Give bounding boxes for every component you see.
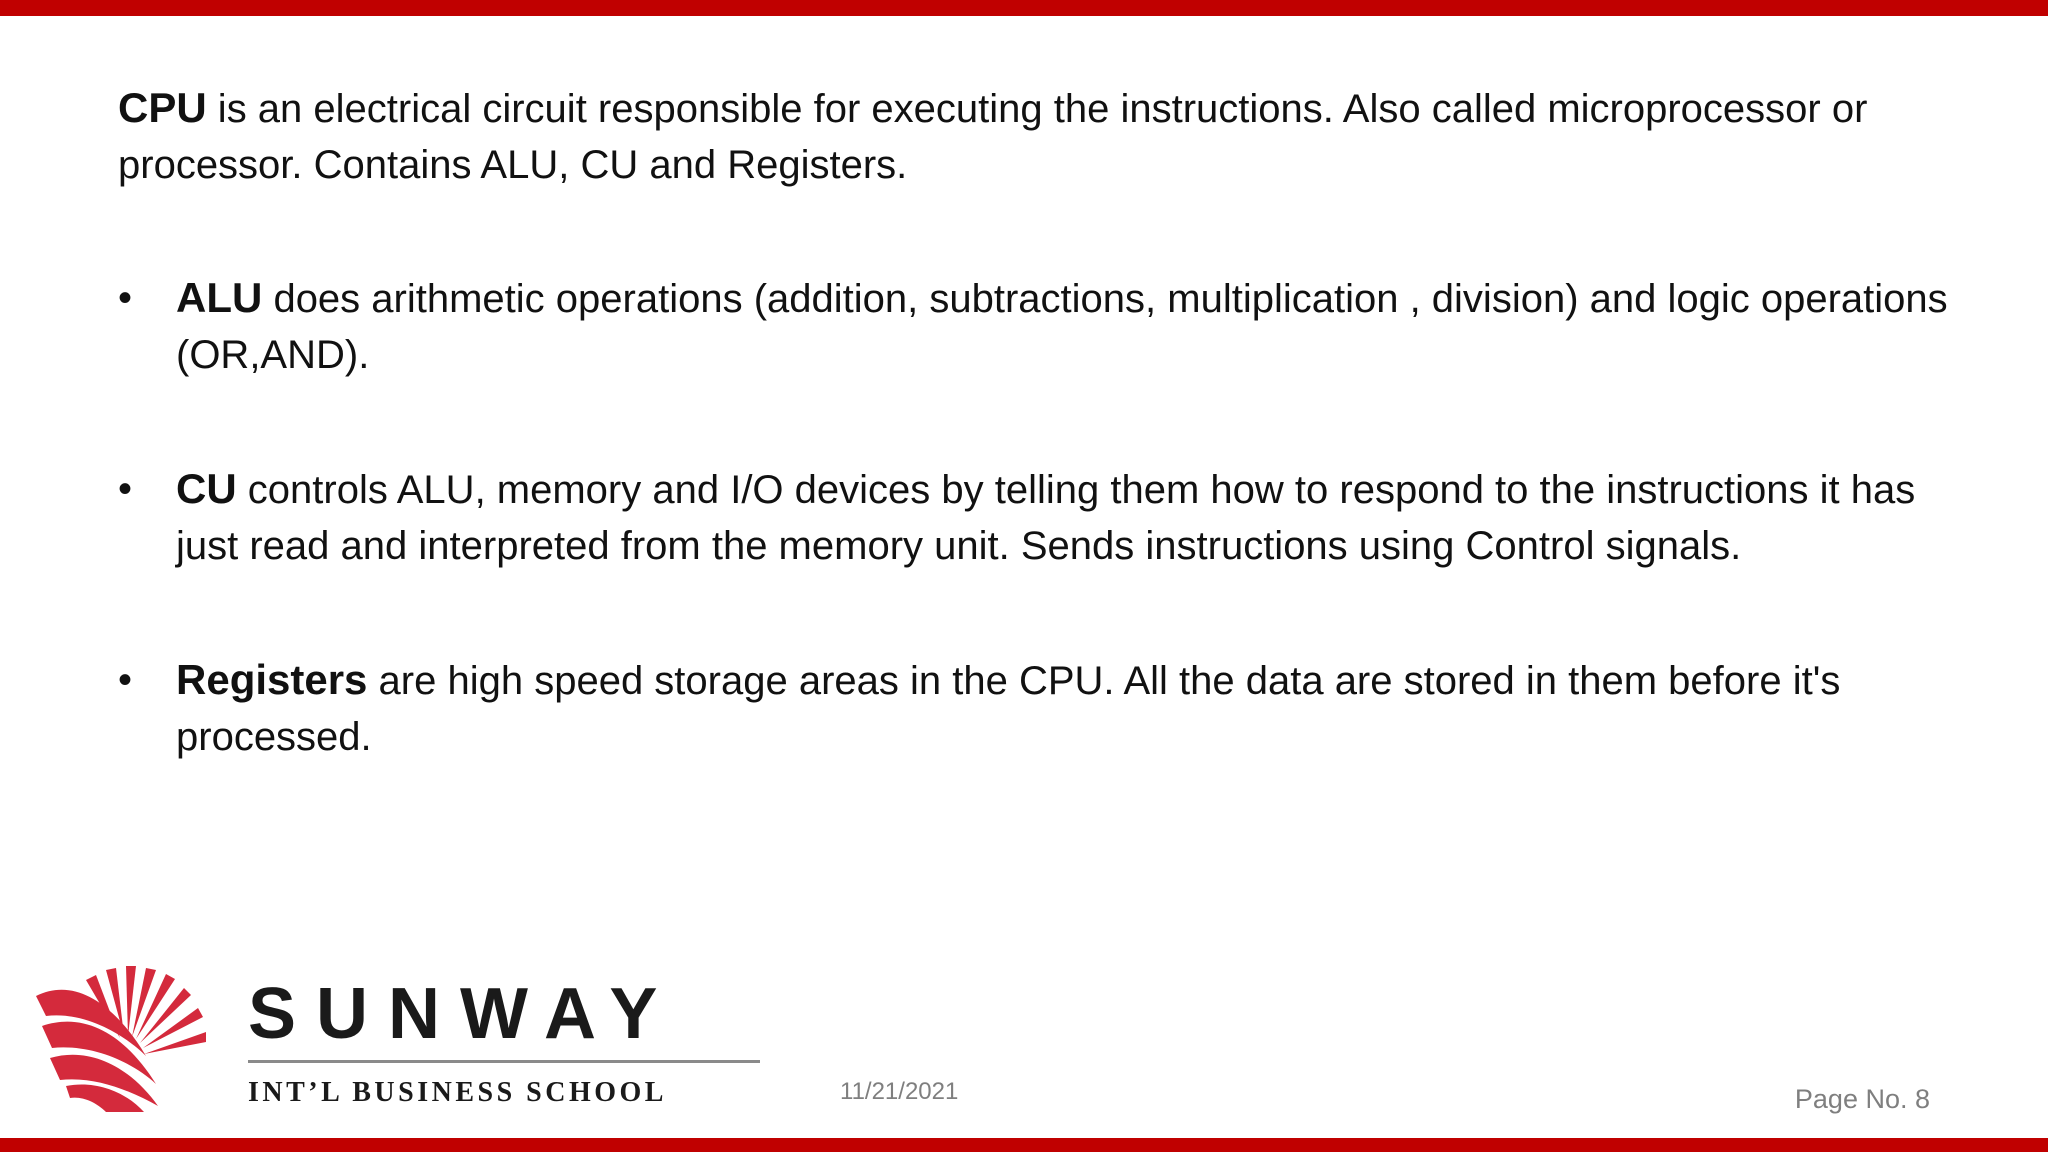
- intro-text: is an electrical circuit responsible for executing the instructions. Also called microprocessor or processor. Contains ALU, CU and Registers.: [118, 87, 1868, 187]
- top-accent-bar: [0, 0, 2048, 16]
- slide-date: 11/21/2021: [840, 1078, 959, 1105]
- bullet-term: ALU: [176, 274, 263, 321]
- bottom-accent-bar: [0, 1138, 2048, 1152]
- bullet-text: are high speed storage areas in the CPU. All the data are stored in them before it's processed.: [176, 659, 1841, 759]
- brand-divider: [248, 1060, 760, 1063]
- bullet-text: controls ALU, memory and I/O devices by telling them how to respond to the instructions it has just read and interpreted from the memory unit. Sends instructions using Control signals.: [176, 468, 1916, 568]
- bullet-item-alu: [118, 270, 1948, 383]
- bullet-term: CU: [176, 465, 237, 512]
- bullet-list: [118, 270, 1948, 843]
- intro-term: CPU: [118, 84, 207, 131]
- bullet-marker: •: [118, 658, 133, 702]
- sunway-sun-logo-icon: [36, 966, 206, 1112]
- intro-paragraph: [118, 80, 1948, 193]
- bullet-marker: •: [118, 276, 133, 320]
- brand-wordmark: [248, 974, 763, 1109]
- bullet-term: Registers: [176, 656, 368, 703]
- bullet-marker: •: [118, 467, 133, 511]
- bullet-text: does arithmetic operations (addition, subtractions, multiplication , division) and logic operations (OR,AND).: [176, 277, 1948, 377]
- bullet-item-registers: [118, 652, 1948, 765]
- brand-name: SUNWAY: [248, 974, 678, 1054]
- bullet-item-cu: [118, 461, 1948, 574]
- page-number: Page No. 8: [1794, 1084, 1930, 1114]
- brand-subtitle: INT’L BUSINESS SCHOOL: [248, 1077, 667, 1108]
